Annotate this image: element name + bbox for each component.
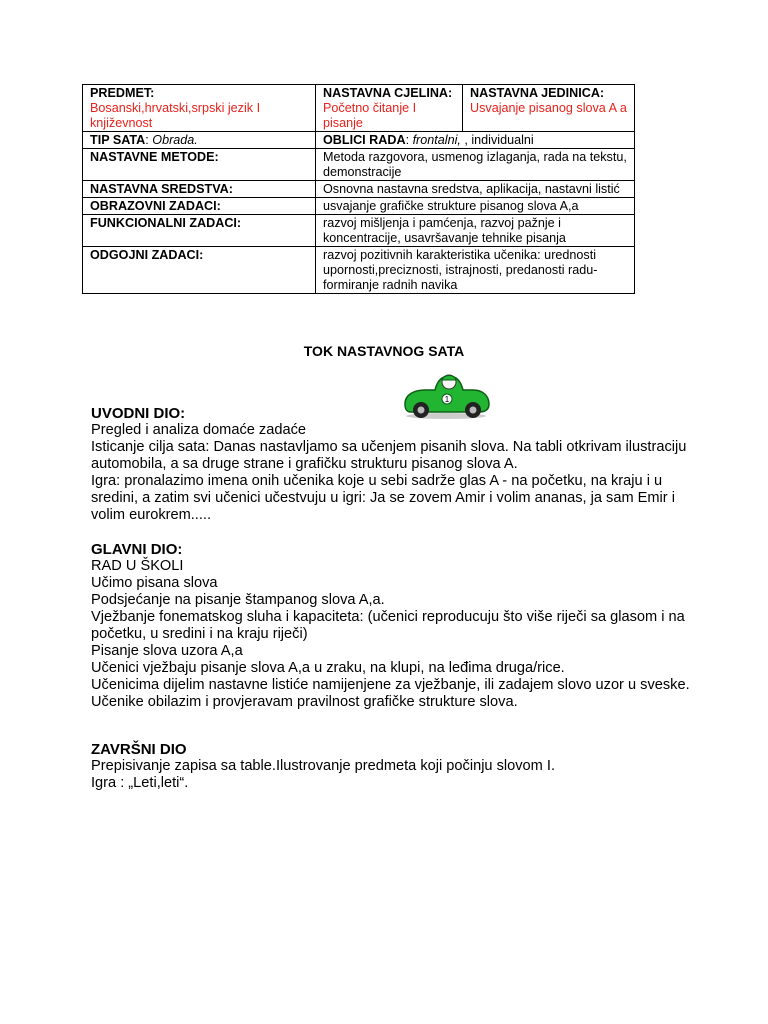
row-value: Metoda razgovora, usmenog izlaganja, rada na tekstu, demonstracije xyxy=(316,149,635,181)
tip-sata-cell: TIP SATA: Obrada. xyxy=(83,132,316,149)
uvodni-section xyxy=(91,405,691,524)
lesson-plan-table xyxy=(82,84,635,294)
jedinica-label: NASTAVNA JEDINICA: xyxy=(470,86,605,100)
jedinica-value: Usvajanje pisanog slova A a xyxy=(470,101,627,115)
jedinica-cell xyxy=(463,85,635,132)
glavni-line: Vježbanje fonematskog sluha i kapaciteta: (učenici reproducuju što više riječi sa glasom i na početku, u sredini i na kraju riječi) xyxy=(91,609,685,642)
uvodni-title: UVODNI DIO: xyxy=(91,405,186,422)
row-label: FUNKCIONALNI ZADACI: xyxy=(83,215,316,247)
row-label: NASTAVNE METODE: xyxy=(83,149,316,181)
table-row xyxy=(83,215,635,247)
predmet-value: Bosanski,hrvatski,srpski jezik I književnost xyxy=(90,101,261,130)
zavrsni-line: Prepisivanje zapisa sa table.Ilustrovanje predmeta koji počinju slovom I. xyxy=(91,758,555,774)
row-label: OBRAZOVNI ZADACI: xyxy=(83,198,316,215)
uvodni-line: Pregled i analiza domaće zadaće xyxy=(91,422,306,438)
tip-sata-value: Obrada. xyxy=(152,133,198,147)
table-row xyxy=(83,198,635,215)
glavni-line: Pisanje slova uzora A,a xyxy=(91,643,243,659)
table-row xyxy=(83,247,635,294)
row-label: NASTAVNA SREDSTVA: xyxy=(83,181,316,198)
predmet-label: PREDMET: xyxy=(90,86,155,100)
car-number: 1 xyxy=(444,395,450,404)
predmet-cell xyxy=(83,85,316,132)
table-row xyxy=(83,149,635,181)
oblici-rada-rest: , individualni xyxy=(464,133,534,147)
row-value: usvajanje grafičke strukture pisanog slova A,a xyxy=(316,198,635,215)
glavni-title: GLAVNI DIO: xyxy=(91,541,183,558)
glavni-line: Podsjećanje na pisanje štampanog slova A,a. xyxy=(91,592,385,608)
glavni-line: Učenici vježbaju pisanje slova A,a u zraku, na klupi, na leđima druga/rice. xyxy=(91,660,565,676)
row-value: razvoj pozitivnih karakteristika učenika: urednosti upornosti,preciznosti, istrajnosti, predanosti radu-formiranje radnih navika xyxy=(316,247,635,294)
oblici-rada-label: OBLICI RADA xyxy=(323,133,406,147)
table-row xyxy=(83,132,635,149)
cjelina-cell xyxy=(316,85,463,132)
uvodni-line: Igra: pronalazimo imena onih učenika koje u sebi sadrže glas A - na početku, na kraju i u sredini, a zatim svi učenici učestvuju u igri: Ja se zovem Amir i volim ananas, ja sam Emir i volim eurokrem..... xyxy=(91,473,675,523)
glavni-line: Učimo pisana slova xyxy=(91,575,218,591)
table-row xyxy=(83,85,635,132)
tip-sata-label: TIP SATA xyxy=(90,133,146,147)
row-label: ODGOJNI ZADACI: xyxy=(83,247,316,294)
table-row xyxy=(83,181,635,198)
uvodni-line: Isticanje cilja sata: Danas nastavljamo sa učenjem pisanih slova. Na tabli otkrivam ilustraciju automobila, a sa druge strane i grafičku strukturu pisanog slova A. xyxy=(91,439,687,472)
glavni-line: RAD U ŠKOLI xyxy=(91,558,184,574)
row-value: Osnovna nastavna sredstva, aplikacija, nastavni listić xyxy=(316,181,635,198)
glavni-line: Učenike obilazim i provjeravam pravilnost grafičke strukture slova. xyxy=(91,694,518,710)
zavrsni-title: ZAVRŠNI DIO xyxy=(91,741,187,758)
oblici-rada-cell: OBLICI RADA: frontalni, , individualni xyxy=(316,132,635,149)
row-value: razvoj mišljenja i pamćenja, razvoj pažnje i koncentracije, usavršavanje tehnike pisanja xyxy=(316,215,635,247)
zavrsni-section xyxy=(91,741,691,792)
glavni-section xyxy=(91,541,691,711)
section-heading: TOK NASTAVNOG SATA xyxy=(303,343,465,359)
cjelina-value: Početno čitanje I pisanje xyxy=(323,101,417,130)
cjelina-label: NASTAVNA CJELINA: xyxy=(323,86,453,100)
oblici-rada-italic: frontalni, xyxy=(412,133,461,147)
glavni-line: Učenicima dijelim nastavne listiće namijenjene za vježbanje, ili zadajem slovo uzor u sveske. xyxy=(91,677,690,693)
zavrsni-line: Igra : „Leti,leti“. xyxy=(91,775,189,791)
